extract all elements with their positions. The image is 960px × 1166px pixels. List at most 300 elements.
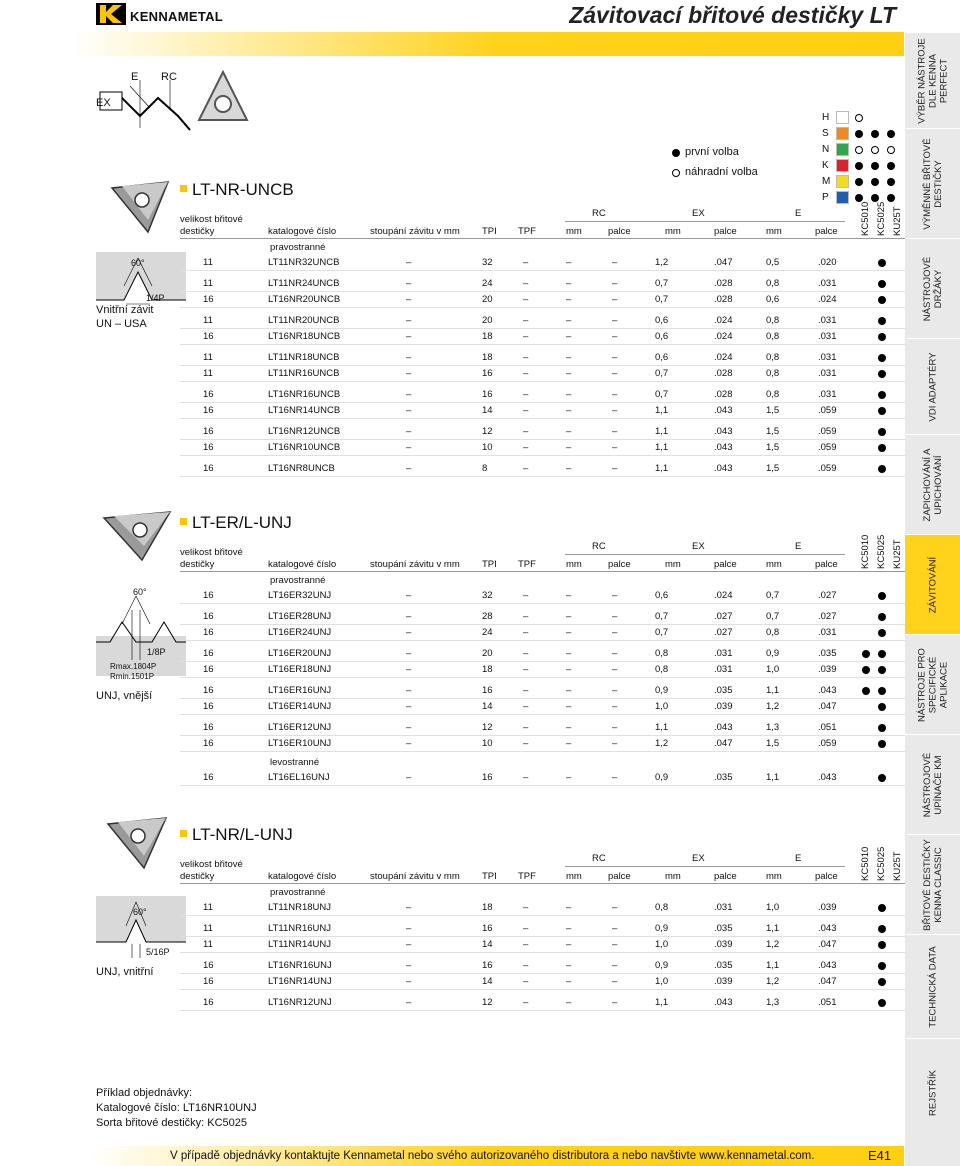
- cell-size: 16: [203, 590, 214, 601]
- cell-tpf: –: [523, 902, 529, 913]
- first-choice-icon: [878, 925, 886, 933]
- cell-emm: 1,5: [766, 442, 780, 453]
- cell-emm: 0,7: [766, 590, 780, 601]
- pitch-label-2: 1/8P: [147, 647, 166, 657]
- cell-tpf: –: [523, 939, 529, 950]
- cell-ein: .020: [818, 257, 837, 268]
- sidebar-tab-7[interactable]: [905, 734, 960, 834]
- first-choice-icon: [878, 444, 886, 452]
- cell-size: 16: [203, 996, 214, 1008]
- cell-exin: .043: [714, 425, 733, 437]
- cell-emm: 0,9: [766, 647, 780, 659]
- cell-tpi: 20: [482, 647, 493, 659]
- cell-exmm: 0,6: [655, 590, 669, 601]
- col-ex-mm-header: mm: [665, 871, 681, 882]
- cell-tpf: –: [523, 442, 529, 453]
- col-group-ex: EX: [692, 208, 705, 219]
- cell-exin: .028: [714, 368, 733, 379]
- cell-pitch: –: [406, 627, 412, 638]
- sidebar-tab-4[interactable]: [905, 434, 960, 534]
- col-group-e: E: [795, 541, 802, 552]
- cell-ein: .047: [818, 976, 837, 987]
- cell-ein: .031: [818, 351, 837, 363]
- legend-first: [672, 146, 739, 158]
- row-divider: [180, 603, 905, 604]
- cell-cat: LT11NR24UNCB: [268, 277, 340, 289]
- first-choice-icon: [878, 370, 886, 378]
- cell-size: 16: [203, 771, 214, 783]
- first-choice-icon: [855, 178, 863, 186]
- cell-rcmm: –: [566, 647, 572, 659]
- cell-tpi: 16: [482, 684, 493, 696]
- row-divider: [180, 418, 905, 419]
- cell-tpi: 18: [482, 664, 493, 675]
- first-choice-icon: [878, 391, 886, 399]
- first-choice-icon: [855, 162, 863, 170]
- header-divider: [180, 571, 905, 572]
- sidebar-tab-3[interactable]: [905, 338, 960, 434]
- row-divider: [180, 698, 905, 699]
- row-divider: [180, 952, 905, 953]
- col-ex-mm-header: mm: [665, 559, 681, 570]
- cell-tpf: –: [523, 610, 529, 622]
- col-group-rc: RC: [592, 541, 606, 552]
- cell-pitch: –: [406, 684, 412, 696]
- page-title: Závitovací břitové destičky LT: [569, 2, 896, 28]
- cell-tpf: –: [523, 257, 529, 268]
- col-e-mm-header: mm: [766, 559, 782, 570]
- sidebar-tab-label: ZÁVITOVÁNÍ: [927, 556, 938, 613]
- material-color-swatch: [836, 175, 849, 188]
- col-tpf-header: TPF: [518, 559, 536, 570]
- cell-ein: .031: [818, 331, 837, 342]
- cell-tpi: 14: [482, 701, 493, 712]
- cell-rcmm: –: [566, 610, 572, 622]
- section-title: [180, 825, 293, 845]
- insert-lt-nr-unj-icon: [104, 816, 174, 872]
- cell-pitch: –: [406, 277, 412, 289]
- cell-exmm: 0,8: [655, 902, 669, 913]
- col-size-header-2: destičky: [180, 559, 215, 570]
- cell-emm: 1,0: [766, 664, 780, 675]
- cell-tpf: –: [523, 959, 529, 971]
- first-choice-icon: [887, 130, 895, 138]
- col-tpf-header: TPF: [518, 871, 536, 882]
- sidebar-tab-label: NÁSTROJOVÉ DRŽÁKY: [921, 256, 944, 321]
- cell-ein: .051: [818, 721, 837, 733]
- cell-exmm: 1,0: [655, 701, 669, 712]
- brand-name: KENNAMETAL: [130, 9, 224, 24]
- angle-label-1: 60°: [131, 258, 145, 268]
- sidebar-tab-label: BŘITOVÉ DESTIČKY KENNA CLASSIC: [921, 838, 944, 931]
- cell-rcin: –: [612, 257, 618, 268]
- cell-tpi: 24: [482, 277, 493, 289]
- cell-exmm: 0,6: [655, 351, 669, 363]
- header-divider: [180, 238, 905, 239]
- thread-profile-diagram-icon: [90, 68, 290, 138]
- cell-ein: .027: [818, 610, 837, 622]
- cell-cat: LT11NR16UNJ: [268, 922, 332, 934]
- col-e-in-header: palce: [815, 559, 838, 570]
- order-example-catalog: Katalogové číslo: LT16NR10UNJ: [96, 1102, 257, 1114]
- col-catalog-header: katalogové číslo: [268, 559, 337, 570]
- cell-tpi: 32: [482, 257, 493, 268]
- material-color-swatch: [836, 143, 849, 156]
- cell-ein: .024: [818, 294, 837, 305]
- cell-pitch: –: [406, 664, 412, 675]
- first-choice-icon: [887, 194, 895, 202]
- order-example: [96, 1086, 257, 1131]
- cell-emm: 0,8: [766, 627, 780, 638]
- col-pitch-header: stoupání závitu v mm: [370, 226, 460, 237]
- cell-tpi: 18: [482, 351, 493, 363]
- cell-pitch: –: [406, 902, 412, 913]
- cell-exin: .035: [714, 959, 733, 971]
- first-choice-icon: [862, 650, 870, 658]
- first-choice-icon: [878, 999, 886, 1007]
- cell-exin: .047: [714, 257, 733, 268]
- cell-exin: .024: [714, 331, 733, 342]
- cell-exmm: 0,7: [655, 388, 669, 400]
- cell-size: 11: [203, 922, 213, 934]
- cell-rcin: –: [612, 996, 618, 1008]
- grade-header: KC5025: [876, 201, 887, 236]
- cell-exmm: 1,2: [655, 738, 669, 749]
- cell-emm: 1,2: [766, 701, 780, 712]
- cell-tpf: –: [523, 590, 529, 601]
- cell-ein: .043: [818, 684, 837, 696]
- sidebar-tab-1[interactable]: [905, 128, 960, 238]
- first-choice-icon: [878, 978, 886, 986]
- first-choice-icon: [862, 666, 870, 674]
- sidebar-tab-label: VDI ADAPTÉRY: [927, 352, 938, 421]
- cell-tpf: –: [523, 721, 529, 733]
- material-code: M: [822, 176, 831, 187]
- row-divider: [180, 344, 905, 345]
- order-example-grade: Sorta břitové destičky: KC5025: [96, 1117, 248, 1129]
- grade-header: KC5010: [860, 846, 871, 881]
- cell-rcin: –: [612, 462, 618, 474]
- cell-exin: .035: [714, 771, 733, 783]
- grade-header: KU25T: [892, 539, 903, 569]
- insert-lt-er-unj-icon: [100, 508, 180, 564]
- cell-exmm: 0,6: [655, 314, 669, 326]
- row-divider: [180, 751, 905, 752]
- cell-pitch: –: [406, 425, 412, 437]
- cell-tpf: –: [523, 771, 529, 783]
- header-divider: [180, 883, 905, 884]
- sidebar-tab-0[interactable]: [905, 32, 960, 128]
- cell-emm: 0,8: [766, 388, 780, 400]
- cell-tpf: –: [523, 388, 529, 400]
- first-choice-icon: [878, 740, 886, 748]
- cell-size: 16: [203, 664, 214, 675]
- legend-alt: [672, 166, 758, 178]
- label-rc: RC: [161, 71, 177, 83]
- cell-pitch: –: [406, 462, 412, 474]
- col-group-e: E: [795, 208, 802, 219]
- grade-header: KU25T: [892, 206, 903, 236]
- cell-tpf: –: [523, 368, 529, 379]
- first-choice-icon: [878, 962, 886, 970]
- cell-ein: .031: [818, 388, 837, 400]
- alternative-choice-icon: [855, 146, 863, 154]
- cell-ein: .027: [818, 590, 837, 601]
- row-divider: [180, 307, 905, 308]
- cell-size: 11: [203, 257, 213, 268]
- sidebar-tab-5[interactable]: [905, 534, 960, 634]
- cell-cat: LT16NR12UNJ: [268, 996, 332, 1008]
- cell-tpi: 14: [482, 405, 493, 416]
- cell-rcin: –: [612, 425, 618, 437]
- cell-tpf: –: [523, 976, 529, 987]
- cell-rcin: –: [612, 664, 618, 675]
- cell-size: 16: [203, 294, 214, 305]
- first-choice-icon: [878, 407, 886, 415]
- first-choice-icon: [878, 333, 886, 341]
- hand-subtitle: pravostranné: [270, 242, 326, 253]
- cell-exin: .043: [714, 405, 733, 416]
- cell-size: 16: [203, 647, 214, 659]
- cell-pitch: –: [406, 959, 412, 971]
- cell-exmm: 0,6: [655, 331, 669, 342]
- alternative-choice-icon: [887, 146, 895, 154]
- cell-size: 11: [203, 939, 213, 950]
- first-choice-icon: [878, 703, 886, 711]
- cell-ein: .051: [818, 996, 837, 1008]
- cell-tpf: –: [523, 331, 529, 342]
- col-group-ex: EX: [692, 541, 705, 552]
- sidebar-tab-label: VÝBĚR NÁSTROJE DLE KENNA PERFECT: [916, 37, 949, 124]
- cell-size: 16: [203, 721, 214, 733]
- cell-rcin: –: [612, 627, 618, 638]
- cell-cat: LT16NR12UNCB: [268, 425, 341, 437]
- cell-exmm: 0,9: [655, 959, 669, 971]
- cell-tpi: 10: [482, 738, 493, 749]
- sidebar-tab-10[interactable]: [905, 1038, 960, 1146]
- cell-rcmm: –: [566, 701, 572, 712]
- cell-tpf: –: [523, 922, 529, 934]
- angle-label-2: 60°: [133, 587, 147, 597]
- cell-tpi: 20: [482, 314, 493, 326]
- cell-rcin: –: [612, 647, 618, 659]
- cell-exin: .027: [714, 627, 733, 638]
- col-size-header-2: destičky: [180, 871, 215, 882]
- cell-exin: .043: [714, 996, 733, 1008]
- cell-pitch: –: [406, 405, 412, 416]
- cell-pitch: –: [406, 590, 412, 601]
- cell-pitch: –: [406, 771, 412, 783]
- cell-ein: .035: [818, 647, 837, 659]
- first-choice-icon: [672, 149, 680, 157]
- cell-rcin: –: [612, 294, 618, 305]
- cell-tpi: 16: [482, 922, 493, 934]
- hand-subtitle-left: levostranné: [270, 756, 320, 768]
- cell-emm: 1,0: [766, 902, 780, 913]
- cell-exin: .035: [714, 684, 733, 696]
- cell-tpf: –: [523, 996, 529, 1008]
- col-group-rc: RC: [592, 208, 606, 219]
- rmin-label: Rmin.1501P: [110, 672, 155, 681]
- cell-rcmm: –: [566, 442, 572, 453]
- first-choice-icon: [878, 724, 886, 732]
- cell-pitch: –: [406, 647, 412, 659]
- sidebar-tab-9[interactable]: [905, 934, 960, 1038]
- col-size-header: velikost břitové: [180, 859, 243, 870]
- cell-rcin: –: [612, 388, 618, 400]
- cell-exmm: 1,0: [655, 976, 669, 987]
- cell-cat: LT16NR20UNCB: [268, 294, 341, 305]
- cell-ein: .039: [818, 664, 837, 675]
- cell-tpf: –: [523, 294, 529, 305]
- cell-emm: 0,7: [766, 610, 780, 622]
- col-tpf-header: TPF: [518, 226, 536, 237]
- cell-exmm: 1,0: [655, 939, 669, 950]
- cell-emm: 1,1: [766, 684, 780, 696]
- col-catalog-header: katalogové číslo: [268, 871, 337, 882]
- cell-cat: LT16NR16UNJ: [268, 959, 332, 971]
- cell-emm: 1,5: [766, 405, 780, 416]
- label-e: E: [131, 71, 139, 83]
- cell-cat: LT16NR16UNCB: [268, 388, 341, 400]
- cell-size: 16: [203, 976, 214, 987]
- cell-cat: LT16ER32UNJ: [268, 590, 332, 601]
- first-choice-icon: [878, 317, 886, 325]
- cell-emm: 1,2: [766, 976, 780, 987]
- cell-tpi: 18: [482, 902, 493, 913]
- cell-rcmm: –: [566, 664, 572, 675]
- cell-exin: .031: [714, 647, 733, 659]
- kennametal-logo-icon: [96, 3, 126, 25]
- section-bullet-icon: [180, 830, 187, 837]
- row-divider: [180, 714, 905, 715]
- hand-subtitle: pravostranné: [270, 575, 326, 586]
- cell-cat: LT16ER14UNJ: [268, 701, 332, 712]
- cell-pitch: –: [406, 721, 412, 733]
- col-rc-in-header: palce: [608, 871, 631, 882]
- cell-rcin: –: [612, 331, 618, 342]
- cell-emm: 0,8: [766, 368, 780, 379]
- cell-cat: LT11NR14UNJ: [268, 939, 332, 950]
- cell-emm: 1,5: [766, 462, 780, 474]
- cell-emm: 1,3: [766, 721, 780, 733]
- cell-tpi: 16: [482, 368, 493, 379]
- legend-first-label: první volba: [685, 146, 739, 158]
- first-choice-icon: [878, 629, 886, 637]
- cell-rcmm: –: [566, 996, 572, 1008]
- cell-rcmm: –: [566, 684, 572, 696]
- col-e-in-header: palce: [815, 226, 838, 237]
- header-divider: [565, 554, 845, 555]
- col-ex-in-header: palce: [714, 559, 737, 570]
- cell-ein: .031: [818, 368, 837, 379]
- material-color-swatch: [836, 127, 849, 140]
- grade-header: KC5010: [860, 534, 871, 569]
- cell-exmm: 0,9: [655, 922, 669, 934]
- col-group-ex: EX: [692, 853, 705, 864]
- hand-subtitle: pravostranné: [270, 887, 326, 898]
- cell-exmm: 1,1: [655, 405, 669, 416]
- col-catalog-header: katalogové číslo: [268, 226, 337, 237]
- cell-exmm: 0,7: [655, 368, 669, 379]
- cell-cat: LT16NR10UNCB: [268, 442, 341, 453]
- cell-cat: LT16ER12UNJ: [268, 721, 332, 733]
- cell-tpi: 16: [482, 388, 493, 400]
- page-number: E41: [868, 1148, 892, 1163]
- grade-header: KU25T: [892, 851, 903, 881]
- footer-contact: V případě objednávky kontaktujte Kennametal nebo svého autorizovaného distributora a nebo navštivte www.kennametal.com.: [170, 1150, 815, 1162]
- cell-ein: .031: [818, 314, 837, 326]
- cell-ein: .039: [818, 902, 837, 913]
- cell-rcin: –: [612, 351, 618, 363]
- cell-ein: .043: [818, 771, 837, 783]
- cell-exmm: 0,8: [655, 664, 669, 675]
- cell-pitch: –: [406, 442, 412, 453]
- sidebar-tab-label: NÁSTROJE PRO SPECIFICKÉ APLIKACE: [916, 647, 949, 722]
- cell-tpi: 12: [482, 721, 493, 733]
- cell-exin: .039: [714, 701, 733, 712]
- cell-size: 16: [203, 405, 214, 416]
- cell-exin: .028: [714, 277, 733, 289]
- cell-rcin: –: [612, 610, 618, 622]
- cell-exin: .043: [714, 442, 733, 453]
- cell-ein: .047: [818, 939, 837, 950]
- cell-exmm: 0,7: [655, 627, 669, 638]
- cell-rcin: –: [612, 959, 618, 971]
- cell-pitch: –: [406, 314, 412, 326]
- sidebar-tab-6[interactable]: [905, 634, 960, 734]
- first-choice-icon: [878, 666, 886, 674]
- row-divider: [180, 381, 905, 382]
- cell-emm: 1,2: [766, 939, 780, 950]
- cell-ein: .059: [818, 442, 837, 453]
- cell-rcmm: –: [566, 294, 572, 305]
- cell-ein: .043: [818, 959, 837, 971]
- sidebar-tab-2[interactable]: [905, 238, 960, 338]
- sidebar-tab-8[interactable]: [905, 834, 960, 934]
- cell-emm: 1,1: [766, 922, 780, 934]
- cell-emm: 0,8: [766, 314, 780, 326]
- order-example-title: Příklad objednávky:: [96, 1087, 192, 1099]
- cell-exin: .027: [714, 610, 733, 622]
- cell-ein: .047: [818, 701, 837, 712]
- cell-ein: .059: [818, 462, 837, 474]
- col-ex-mm-header: mm: [665, 226, 681, 237]
- label-ex: EX: [96, 97, 111, 109]
- cell-pitch: –: [406, 351, 412, 363]
- cell-cat: LT11NR32UNCB: [268, 257, 340, 268]
- first-choice-icon: [878, 354, 886, 362]
- first-choice-icon: [887, 162, 895, 170]
- row-divider: [180, 735, 905, 736]
- col-tpi-header: TPI: [482, 871, 497, 882]
- cell-rcin: –: [612, 684, 618, 696]
- cell-tpi: 32: [482, 590, 493, 601]
- cell-exin: .047: [714, 738, 733, 749]
- cell-tpf: –: [523, 627, 529, 638]
- cell-tpi: 12: [482, 425, 493, 437]
- cell-rcmm: –: [566, 405, 572, 416]
- material-code: K: [822, 160, 829, 171]
- cell-ein: .031: [818, 627, 837, 638]
- first-choice-icon: [878, 687, 886, 695]
- cell-rcmm: –: [566, 627, 572, 638]
- cell-size: 11: [203, 368, 213, 379]
- cell-exmm: 0,7: [655, 277, 669, 289]
- first-choice-icon: [878, 296, 886, 304]
- col-ex-in-header: palce: [714, 226, 737, 237]
- cell-rcin: –: [612, 976, 618, 987]
